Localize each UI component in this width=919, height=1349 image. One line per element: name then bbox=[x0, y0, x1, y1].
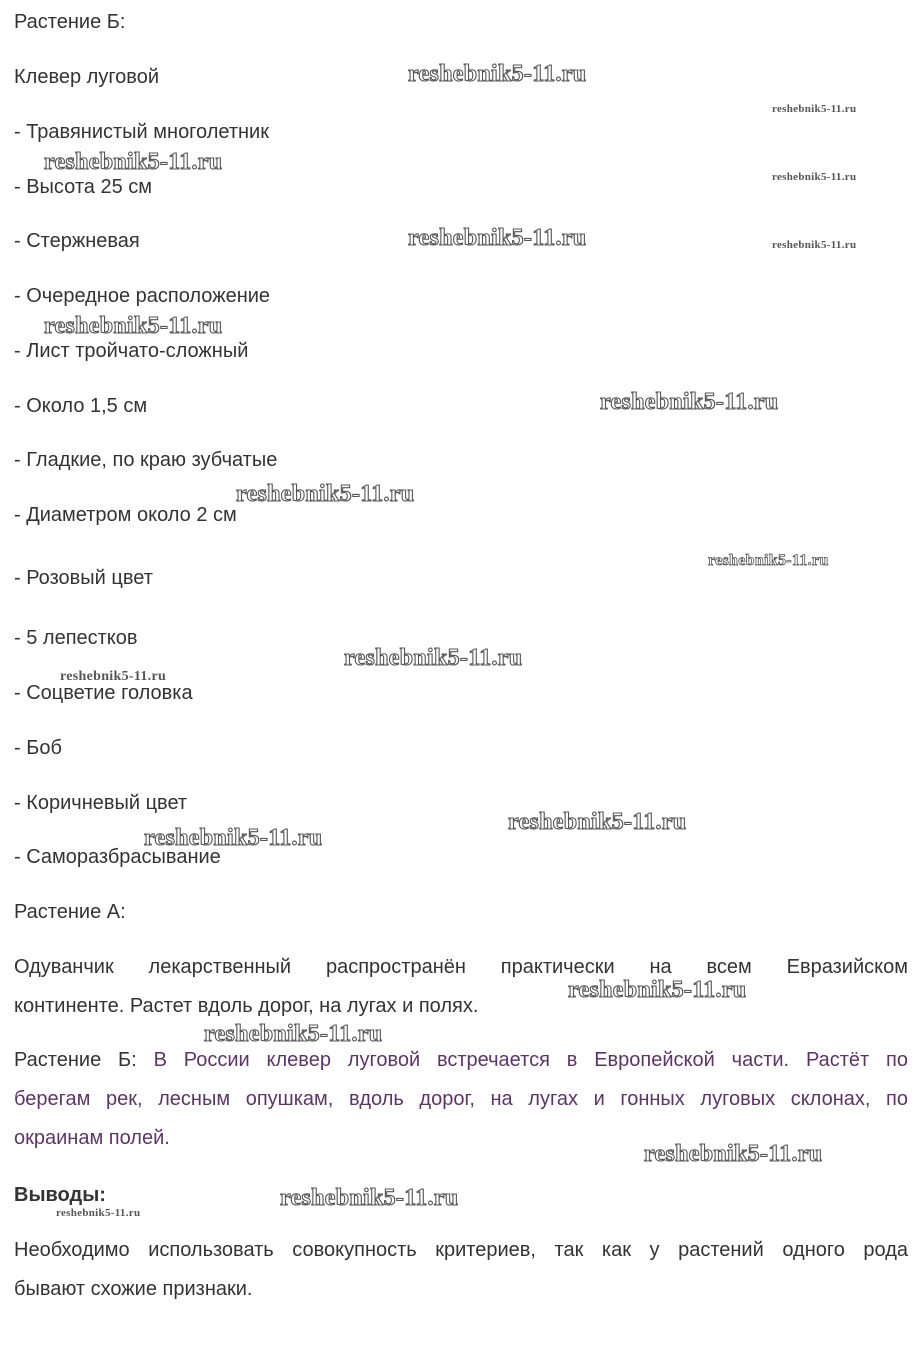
watermark: reshebnik5-11.ru bbox=[568, 977, 747, 1003]
plant-a-line-1: Одуванчик лекарственный распространён практически на всем Евразийском bbox=[14, 956, 908, 978]
watermark: reshebnik5-11.ru bbox=[280, 1185, 459, 1211]
list-item: - Розовый цвет bbox=[14, 567, 153, 589]
watermark: reshebnik5-11.ru bbox=[408, 61, 587, 87]
watermark: reshebnik5-11.ru bbox=[344, 645, 523, 671]
list-item: Клевер луговой bbox=[14, 66, 159, 88]
list-item: - 5 лепестков bbox=[14, 627, 138, 649]
list-item: - Стержневая bbox=[14, 230, 140, 252]
plant-a-line-2: континенте. Растет вдоль дорог, на лугах и полях. bbox=[14, 995, 479, 1017]
watermark: reshebnik5-11.ru bbox=[44, 149, 223, 175]
plant-b-line-2: берегам рек, лесным опушкам, вдоль дорог, на лугах и гонных луговых склонах, по bbox=[14, 1088, 908, 1110]
watermark: reshebnik5-11.ru bbox=[204, 1021, 383, 1047]
watermark: reshebnik5-11.ru bbox=[772, 171, 857, 183]
conclusions-heading: Выводы: bbox=[14, 1184, 106, 1206]
watermark: reshebnik5-11.ru bbox=[772, 239, 857, 251]
plant-b-line-3: окраинам полей. bbox=[14, 1127, 170, 1149]
section-heading: Растение Б: bbox=[14, 11, 126, 33]
list-item: - Диаметром около 2 см bbox=[14, 504, 237, 526]
watermark: reshebnik5-11.ru bbox=[772, 103, 857, 115]
list-item: - Лист тройчато-сложный bbox=[14, 340, 249, 362]
watermark: reshebnik5-11.ru bbox=[408, 225, 587, 251]
watermark: reshebnik5-11.ru bbox=[708, 552, 829, 569]
list-item: - Очередное расположение bbox=[14, 285, 271, 307]
plant-b-label: Растение Б: bbox=[14, 1049, 154, 1071]
watermark: reshebnik5-11.ru bbox=[44, 313, 223, 339]
watermark: reshebnik5-11.ru bbox=[236, 481, 415, 507]
section-heading: Растение А: bbox=[14, 901, 126, 923]
plant-a-paragraph bbox=[14, 948, 908, 1026]
watermark: reshebnik5-11.ru bbox=[144, 825, 323, 851]
plant-b-line-1: В России клевер луговой встречается в Европейской части. Растёт по bbox=[153, 1049, 908, 1071]
list-item: - Боб bbox=[14, 737, 62, 759]
list-item: - Соцветие головка bbox=[14, 682, 193, 704]
conclusions-line-1: Необходимо использовать совокупность критериев, так как у растений одного рода bbox=[14, 1239, 908, 1261]
watermark: reshebnik5-11.ru bbox=[600, 389, 779, 415]
list-item: - Около 1,5 см bbox=[14, 395, 148, 417]
list-item: - Саморазбрасывание bbox=[14, 846, 221, 868]
list-item: - Гладкие, по краю зубчатые bbox=[14, 449, 278, 471]
watermark: reshebnik5-11.ru bbox=[60, 669, 167, 684]
list-item: - Травянистый многолетник bbox=[14, 121, 269, 143]
list-item: - Высота 25 см bbox=[14, 176, 153, 198]
watermark: reshebnik5-11.ru bbox=[644, 1141, 823, 1167]
conclusions-paragraph bbox=[14, 1231, 908, 1309]
list-item: - Коричневый цвет bbox=[14, 792, 188, 814]
watermark: reshebnik5-11.ru bbox=[508, 809, 687, 835]
conclusions-line-2: бывают схожие признаки. bbox=[14, 1278, 253, 1300]
watermark: reshebnik5-11.ru bbox=[56, 1207, 141, 1219]
